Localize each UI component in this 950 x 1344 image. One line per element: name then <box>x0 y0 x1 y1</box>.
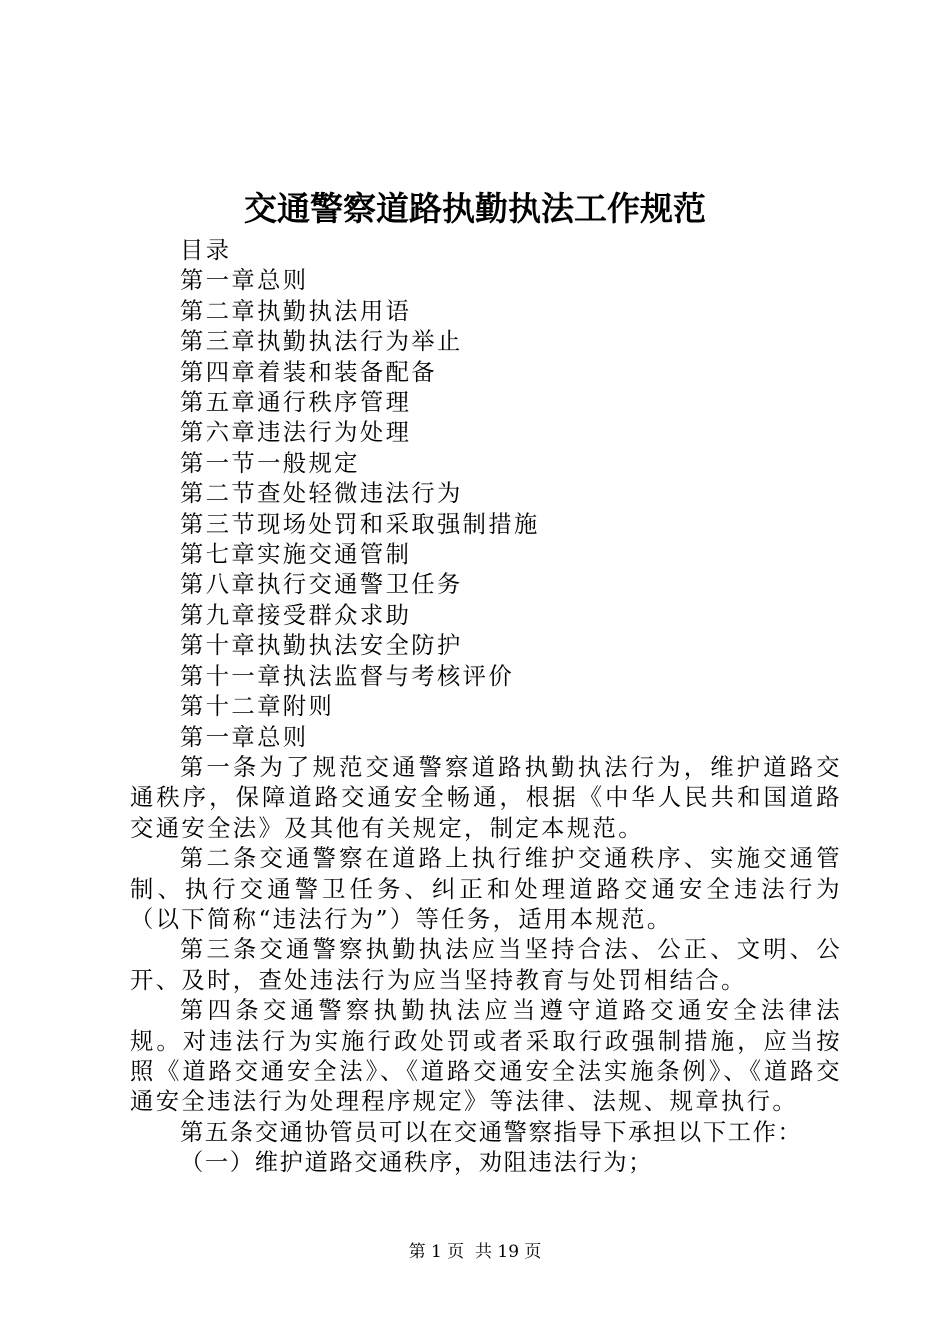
page-footer: 第 1 页 共 19 页 <box>408 1242 542 1262</box>
toc-item: 第十章执勤执法安全防护 <box>180 632 463 660</box>
toc-item: 第六章违法行为处理 <box>180 419 412 447</box>
article-paragraph: 第二条交通警察在道路上执行维护交通秩序、实施交通管制、执行交通警卫任务、纠正和处理道路交通安全违法行为（以下简称“违法行为”）等任务，适用本规范。 <box>130 845 842 933</box>
article-paragraph: 第五条交通协管员可以在交通警察指导下承担以下工作： <box>180 1118 803 1146</box>
document-body <box>130 236 842 1179</box>
toc-item: 第九章接受群众求助 <box>180 601 412 629</box>
toc-item: 第三节现场处罚和采取强制措施 <box>180 510 540 538</box>
toc-item: 第八章执行交通警卫任务 <box>180 571 463 599</box>
toc-item: 第一章总则 <box>180 267 309 295</box>
article-paragraph: （一）维护道路交通秩序，劝阻违法行为； <box>180 1149 654 1177</box>
toc-item: 第三章执勤执法行为举止 <box>180 328 463 356</box>
toc-item: 第七章实施交通管制 <box>180 541 412 569</box>
toc-item: 第十二章附则 <box>180 693 335 721</box>
toc-item: 第五章通行秩序管理 <box>180 389 412 417</box>
toc-item: 第四章着装和装备配备 <box>180 358 437 386</box>
article-paragraph: 第四条交通警察执勤执法应当遵守道路交通安全法律法规。对违法行为实施行政处罚或者采取行政强制措施，应当按照《道路交通安全法》、《道路交通安全法实施条例》、《道路交通安全违法行为处理程序规定》等法律、法规、规章执行。 <box>130 997 842 1116</box>
chapter-heading: 第一章总则 <box>180 723 309 751</box>
article-paragraph: 第一条为了规范交通警察道路执勤执法行为，维护道路交通秩序，保障道路交通安全畅通，根据《中华人民共和国道路交通安全法》及其他有关规定，制定本规范。 <box>130 753 842 842</box>
document-title: 交通警察道路执勤执法工作规范 <box>244 189 706 228</box>
toc-item: 第二章执勤执法用语 <box>180 297 412 325</box>
toc-item: 第一节一般规定 <box>180 449 360 477</box>
toc-item: 第二节查处轻微违法行为 <box>180 480 463 508</box>
toc-item: 第十一章执法监督与考核评价 <box>180 662 515 690</box>
article-paragraph: 第三条交通警察执勤执法应当坚持合法、公正、文明、公开、及时，查处违法行为应当坚持教育与处罚相结合。 <box>130 936 842 994</box>
toc-heading: 目录 <box>180 237 232 264</box>
